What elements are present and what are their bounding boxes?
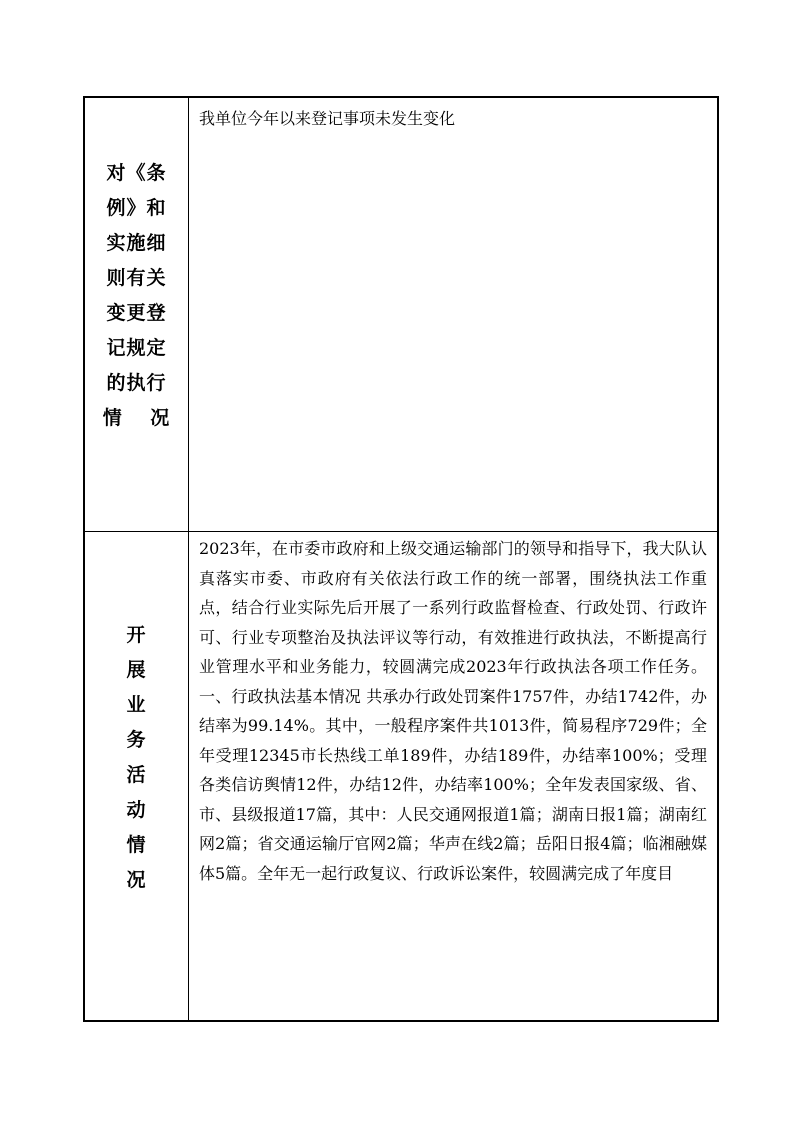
- table-row-business-activities: [85, 532, 717, 1020]
- row-label-line: 对《条: [106, 162, 167, 184]
- row-content-cell: [189, 532, 717, 1020]
- row-label-char: 开: [126, 624, 147, 646]
- row-label-char: 业: [126, 694, 147, 716]
- row-label-line: 实施细: [106, 232, 167, 254]
- registration-report-table: [83, 96, 719, 1022]
- row-label-char: 务: [126, 729, 147, 751]
- row-label: [85, 618, 188, 898]
- table-row-registration-changes: [85, 98, 717, 532]
- row-label-line: 记规定: [106, 337, 167, 359]
- row-label-cell: [85, 532, 189, 1020]
- row-label-line: 变更登: [106, 302, 167, 324]
- row-label-char: 情: [126, 834, 147, 856]
- row-label-char: 展: [126, 659, 147, 681]
- row-label-char: 况: [126, 869, 147, 891]
- row-label-char: 活: [126, 764, 147, 786]
- registration-changes-text: 我单位今年以来登记事项未发生变化: [199, 109, 456, 128]
- row-label-line: 的执行: [106, 372, 167, 394]
- row-label-cell: [85, 98, 189, 531]
- row-label-line: 例》和: [106, 197, 167, 219]
- row-label-line: 则有关: [106, 267, 167, 289]
- row-content-cell: [189, 98, 717, 531]
- row-label: [85, 156, 188, 436]
- row-label-line: 情 况: [102, 407, 171, 429]
- business-activities-text: 2023年，在市委市政府和上级交通运输部门的领导和指导下，我大队认真落实市委、市政府有关依法行政工作的统一部署，围绕执法工作重点，结合行业实际先后开展了一系列行政监督检查、行政处罚、行政许可、行业专项整治及执法评议等行动，有效推进行政执法，不断提高行业管理水平和业务能力，较圆满完成2023年行政执法各项工作任务。 一、行政执法基本情况 共承办行政处罚案件1757件，办结1742件，办结率为99.14%。其中，一般程序案件共1013件，简易程序729件；全年受理12345市长热线工单189件，办结189件，办结率100%；受理各类信访舆情12件，办结12件，办结率100%；全年发表国家级、省、市、县级报道17篇，其中：人民交通网报道1篇；湖南日报1篇；湖南红网2篇；省交通运输厅官网2篇；华声在线2篇；岳阳日报4篇；临湘融媒体5篇。全年无一起行政复议、行政诉讼案件，较圆满完成了年度目: [199, 539, 707, 883]
- row-label-char: 动: [126, 799, 147, 821]
